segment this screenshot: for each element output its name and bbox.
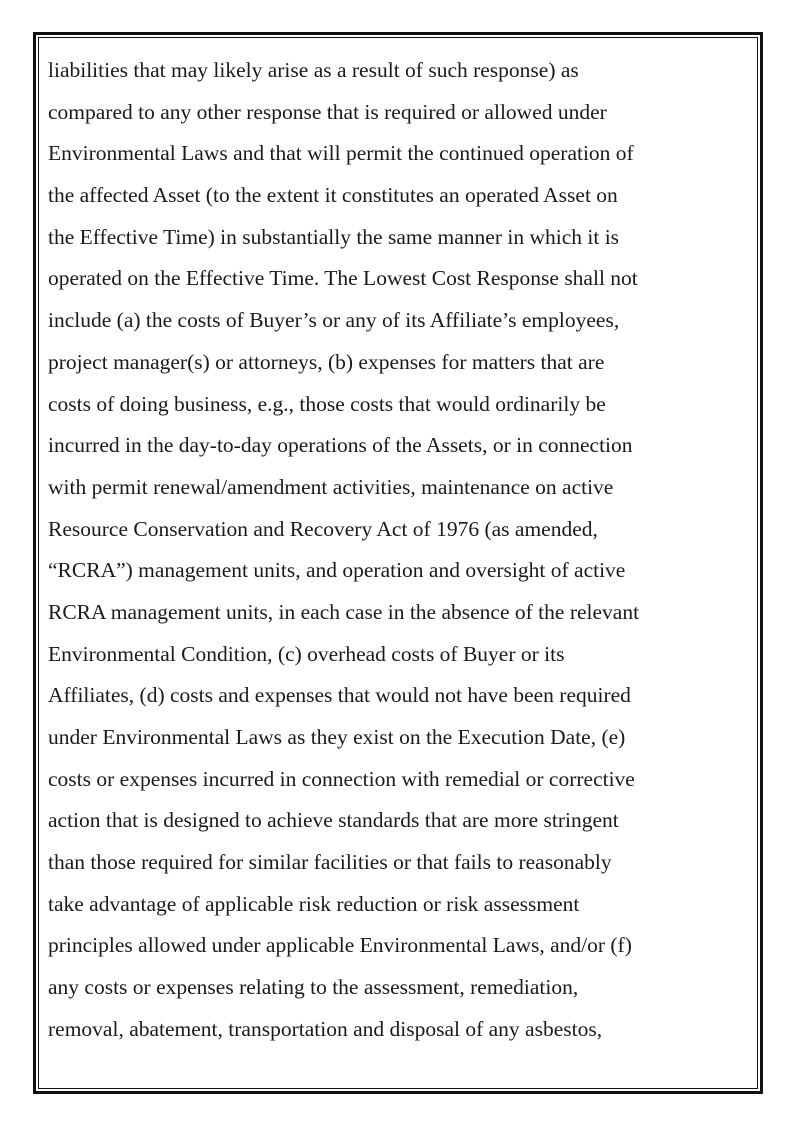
body-paragraph — [48, 50, 748, 1051]
text-line: include (a) the costs of Buyer’s or any of its Affiliate’s employees, — [48, 308, 620, 333]
text-line: take advantage of applicable risk reduction or risk assessment — [48, 891, 580, 916]
text-line: “RCRA”) management units, and operation and oversight of active — [48, 558, 626, 583]
text-line: any costs or expenses relating to the assessment, remediation, — [48, 975, 579, 1000]
text-line: principles allowed under applicable Environmental Laws, and/or (f) — [48, 933, 632, 958]
text-line: with permit renewal/amendment activities, maintenance on active — [48, 474, 614, 499]
text-line: compared to any other response that is required or allowed under — [48, 99, 607, 124]
text-line: project manager(s) or attorneys, (b) expenses for matters that are — [48, 349, 605, 374]
text-line: incurred in the day-to-day operations of the Assets, or in connection — [48, 433, 633, 458]
text-line: costs or expenses incurred in connection with remedial or corrective — [48, 766, 635, 791]
text-line: the affected Asset (to the extent it constitutes an operated Asset on — [48, 183, 618, 208]
text-line: operated on the Effective Time. The Lowest Cost Response shall not — [48, 266, 638, 291]
text-line: action that is designed to achieve standards that are more stringent — [48, 808, 619, 833]
text-line: removal, abatement, transportation and disposal of any asbestos, — [48, 1016, 603, 1041]
text-line: liabilities that may likely arise as a result of such response) as — [48, 58, 579, 82]
text-line: costs of doing business, e.g., those costs that would ordinarily be — [48, 391, 606, 416]
text-line: the Effective Time) in substantially the same manner in which it is — [48, 224, 620, 249]
text-line: Environmental Laws and that will permit the continued operation of — [48, 141, 634, 166]
text-line: Environmental Condition, (c) overhead costs of Buyer or its — [48, 641, 565, 666]
text-line: Resource Conservation and Recovery Act of 1976 (as amended, — [48, 516, 598, 541]
text-line: under Environmental Laws as they exist on the Execution Date, (e) — [48, 725, 626, 749]
text-line: RCRA management units, in each case in the absence of the relevant — [48, 599, 640, 624]
text-line: than those required for similar facilities or that fails to reasonably — [48, 850, 612, 875]
text-line: Affiliates, (d) costs and expenses that would not have been required — [48, 683, 631, 708]
